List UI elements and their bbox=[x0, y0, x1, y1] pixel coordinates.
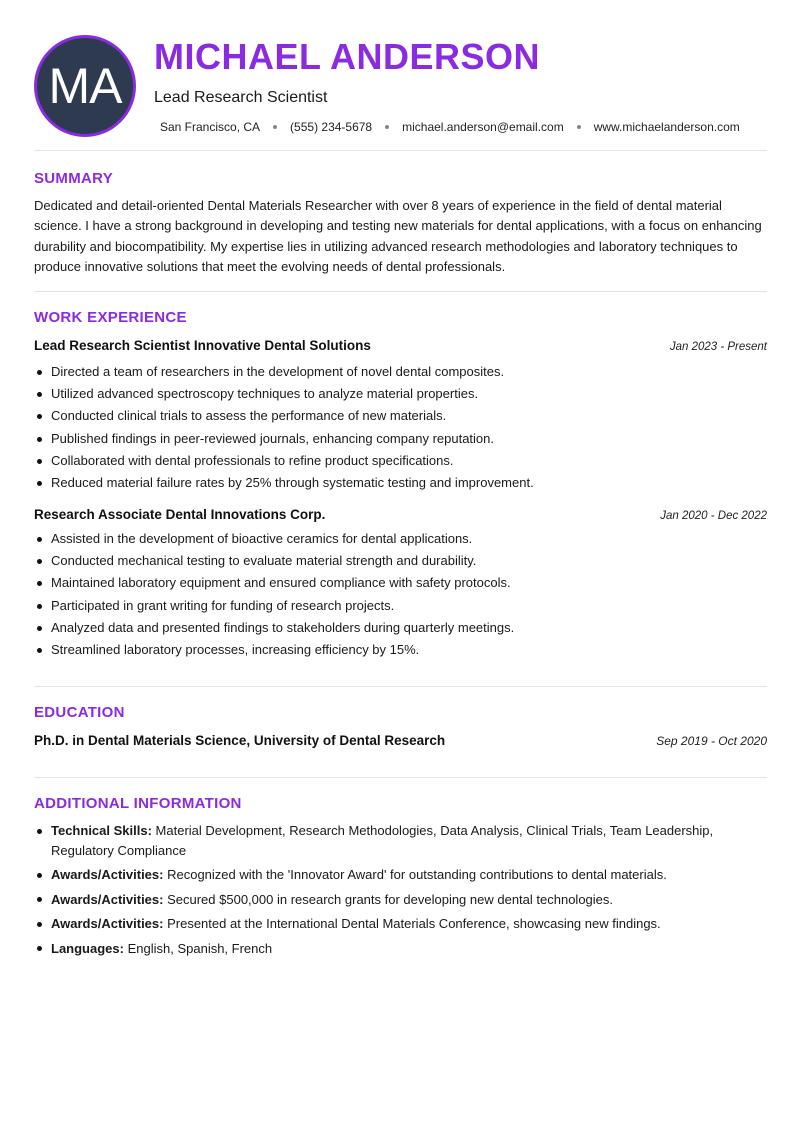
list-item: Directed a team of researchers in the development of novel dental composites. bbox=[34, 361, 769, 383]
job-role: Lead Research Scientist Innovative Dental Solutions bbox=[34, 338, 371, 353]
job-date: Jan 2020 - Dec 2022 bbox=[660, 510, 767, 522]
item-value: Material Development, Research Methodologies, Data Analysis, Clinical Trials, Team Leadership, Regulatory Compliance bbox=[51, 823, 714, 858]
item-label: Awards/Activities: bbox=[51, 916, 164, 931]
additional-list bbox=[34, 821, 769, 963]
candidate-name: MICHAEL ANDERSON bbox=[154, 36, 541, 77]
separator-dot bbox=[385, 125, 389, 129]
list-item: Collaborated with dental professionals to refine product specifications. bbox=[34, 450, 769, 472]
contact-row bbox=[160, 120, 740, 134]
job-bullets bbox=[34, 528, 769, 661]
degree: Ph.D. in Dental Materials Science, University of Dental Research bbox=[34, 733, 446, 748]
list-item: Streamlined laboratory processes, increasing efficiency by 15%. bbox=[34, 639, 769, 661]
list-item bbox=[34, 821, 769, 860]
list-item: Assisted in the development of bioactive ceramics for dental applications. bbox=[34, 528, 769, 550]
list-item: Participated in grant writing for funding of research projects. bbox=[34, 595, 769, 617]
experience-heading: WORK EXPERIENCE bbox=[34, 309, 187, 326]
contact-location: San Francisco, CA bbox=[160, 120, 261, 134]
separator-dot bbox=[273, 125, 277, 129]
section-divider bbox=[34, 291, 767, 292]
list-item bbox=[34, 914, 769, 934]
list-item bbox=[34, 890, 769, 910]
summary-heading: SUMMARY bbox=[34, 170, 114, 187]
item-label: Awards/Activities: bbox=[51, 891, 164, 907]
avatar-initials: MA bbox=[48, 58, 122, 114]
list-item: Conducted mechanical testing to evaluate material strength and durability. bbox=[34, 550, 769, 572]
item-value: Secured $500,000 in research grants for developing new dental technologies. bbox=[167, 891, 614, 907]
list-item: Conducted clinical trials to assess the performance of new materials. bbox=[34, 405, 769, 427]
list-item: Reduced material failure rates by 25% through systematic testing and improvement. bbox=[34, 472, 769, 494]
list-item: Analyzed data and presented findings to stakeholders during quarterly meetings. bbox=[34, 617, 769, 639]
list-item bbox=[34, 939, 769, 959]
job-date: Jan 2023 - Present bbox=[669, 341, 767, 353]
section-divider bbox=[34, 150, 767, 151]
additional-heading: ADDITIONAL INFORMATION bbox=[34, 795, 242, 812]
separator-dot bbox=[577, 125, 581, 129]
item-value: English, Spanish, French bbox=[127, 940, 273, 956]
summary-text: Dedicated and detail-oriented Dental Materials Researcher with over 8 years of experience in the field of dental material science. I have a strong background in developing and testing new materials for dental applications, with a focus on enhancing durability and biocompatibility. My expertise lies in utilizing advanced research methodologies and laboratory techniques to produce innovative solutions that meet the evolving needs of dental professionals. bbox=[34, 198, 762, 274]
list-item: Maintained laboratory equipment and ensured compliance with safety protocols. bbox=[34, 572, 769, 594]
contact-email[interactable]: michael.anderson@email.com bbox=[402, 120, 564, 134]
contact-phone[interactable]: (555) 234-5678 bbox=[290, 120, 373, 134]
section-divider bbox=[34, 686, 767, 687]
job-role: Research Associate Dental Innovations Corp. bbox=[34, 507, 326, 522]
item-value: Presented at the International Dental Materials Conference, showcasing new findings. bbox=[167, 916, 661, 931]
item-label: Languages: bbox=[51, 940, 124, 956]
list-item bbox=[34, 865, 769, 885]
item-label: Technical Skills: bbox=[51, 823, 152, 838]
avatar bbox=[34, 35, 136, 137]
contact-website[interactable]: www.michaelanderson.com bbox=[593, 120, 740, 134]
job-header bbox=[34, 338, 767, 353]
section-divider bbox=[34, 777, 767, 778]
education-row bbox=[34, 733, 767, 748]
item-value: Recognized with the 'Innovator Award' for outstanding contributions to dental materials. bbox=[167, 867, 667, 882]
education-date: Sep 2019 - Oct 2020 bbox=[656, 734, 767, 748]
list-item: Published findings in peer-reviewed journals, enhancing company reputation. bbox=[34, 428, 769, 450]
education-heading: EDUCATION bbox=[34, 704, 125, 721]
job-bullets bbox=[34, 361, 769, 494]
job-header bbox=[34, 507, 767, 522]
list-item: Utilized advanced spectroscopy techniques to analyze material properties. bbox=[34, 383, 769, 405]
item-label: Awards/Activities: bbox=[51, 867, 164, 882]
candidate-title: Lead Research Scientist bbox=[154, 89, 328, 106]
